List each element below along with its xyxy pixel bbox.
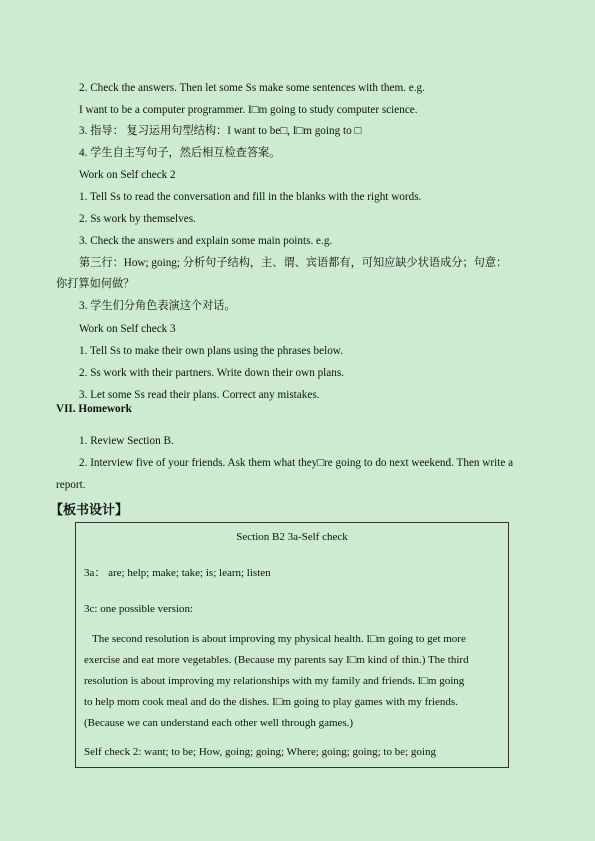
board-paragraph-line: to help mom cook meal and do the dishes. I□m going to play games with my friends. [84, 696, 458, 708]
text-line: Work on Self check 3 [79, 323, 176, 335]
board-3c: 3c: one possible version: [84, 603, 194, 615]
board-paragraph-line: The second resolution is about improving my physical health. I□m going to get more [92, 633, 466, 645]
board-design-heading: 【板书设计】 [50, 503, 129, 518]
text-line: 3. Check the answers and explain some main points. e.g. [79, 235, 333, 247]
text-line: 1. Review Section B. [79, 435, 174, 447]
board-title: Section B2 3a-Self check [236, 531, 348, 543]
board-design-box [75, 522, 509, 768]
board-paragraph-line: (Because we can understand each other well through games.) [84, 717, 354, 729]
board-3a: 3a： are; help; make; take; is; learn; listen [84, 567, 271, 579]
text-line: 你打算如何做？ [56, 278, 135, 290]
text-line: Work on Self check 2 [79, 169, 176, 181]
text-line: report. [56, 479, 86, 491]
board-paragraph-line: resolution is about improving my relationships with my family and friends. I□m going [84, 675, 465, 687]
text-line: I want to be a computer programmer. I□m going to study computer science. [79, 104, 418, 116]
text-line: 第三行：How; going; 分析句子结构，主、谓、宾语都有，可知应缺少状语成分；句意： [79, 257, 508, 269]
board-paragraph-line: exercise and eat more vegetables. (Because my parents say I□m kind of thin.) The third [84, 654, 469, 666]
text-line: 1. Tell Ss to read the conversation and fill in the blanks with the right words. [79, 191, 422, 203]
homework-title: VII. Homework [56, 403, 132, 415]
text-line: 3. 学生们分角色表演这个对话。 [79, 300, 236, 312]
text-line: 2. Check the answers. Then let some Ss make some sentences with them. e.g. [79, 82, 425, 94]
text-line: 4. 学生自主写句子，然后相互检查答案。 [79, 147, 281, 159]
text-line: 3. 指导： 复习运用句型结构：I want to be□, I□m going to □ [79, 125, 362, 137]
text-line: 2. Interview five of your friends. Ask them what they□re going to do next weekend. Then write a [79, 457, 514, 469]
text-line: 2. Ss work with their partners. Write down their own plans. [79, 367, 345, 379]
board-self-check-2: Self check 2: want; to be; How, going; going; Where; going; going; to be; going [84, 746, 436, 758]
text-line: 3. Let some Ss read their plans. Correct any mistakes. [79, 389, 320, 401]
text-line: 1. Tell Ss to make their own plans using the phrases below. [79, 345, 343, 357]
text-line: 2. Ss work by themselves. [79, 213, 196, 225]
